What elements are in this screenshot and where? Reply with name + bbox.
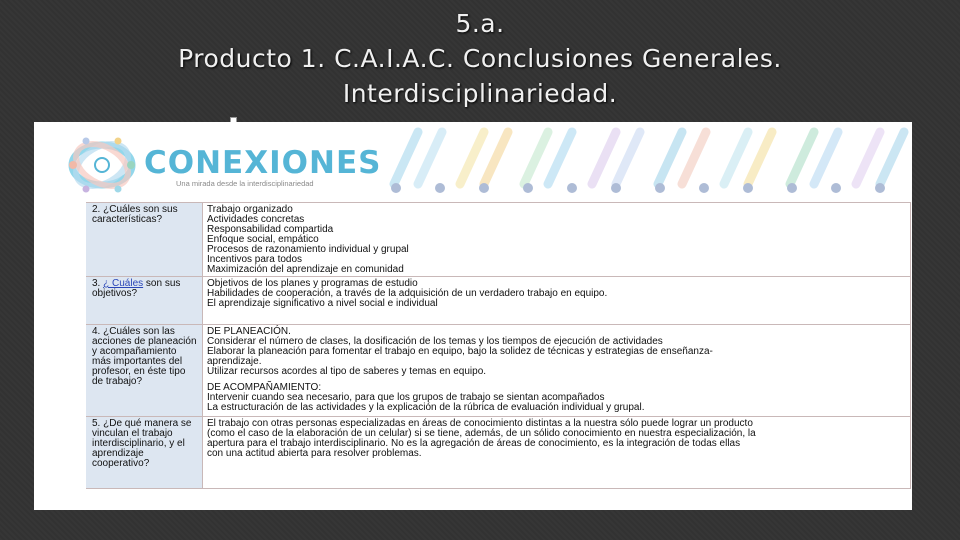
- answer-line: aprendizaje.: [207, 356, 262, 367]
- answer-line: Habilidades de cooperación, a través de la adquisición de un verdadero trabajo en equipo.: [207, 288, 608, 299]
- title-line-1: 5.a.: [455, 9, 505, 38]
- title-line-2: [0, 41, 960, 76]
- question-cell: [86, 277, 203, 325]
- question-cell: [86, 325, 203, 417]
- answer-cell: [203, 277, 911, 325]
- title-line-3: Interdisciplinariedad.: [342, 79, 618, 108]
- question-text: 4. ¿Cuáles son las acciones de planeación y acompañamiento más importantes del profesor, en éste tipo de trabajo?: [92, 326, 197, 387]
- table-row: [86, 417, 911, 489]
- answer-line: Responsabilidad compartida: [207, 224, 334, 235]
- answer-line: DE ACOMPAÑAMIENTO:: [207, 382, 322, 393]
- answer-line: Procesos de razonamiento individual y grupal: [207, 244, 409, 255]
- answer-line: Maximización del aprendizaje en comunidad: [207, 264, 404, 275]
- answer-cell: [203, 203, 911, 277]
- title-product-rest: C.A.I.A.C. Conclusiones Generales.: [325, 44, 782, 73]
- document-image: [34, 122, 912, 510]
- answer-line: con una actitud abierta para resolver problemas.: [207, 448, 422, 459]
- answer-line: Elaborar la planeación para fomentar el trabajo en equipo, bajo la solidez de técnicas y estrategias de enseñanza-: [207, 346, 713, 357]
- answer-line: (como el caso de la elaboración de un celular) si se tiene, además, de un sólido conocimiento en nuestra especialización, la: [207, 428, 756, 439]
- question-rest: son sus objetivos?: [92, 278, 181, 299]
- conclusions-table: [86, 202, 911, 489]
- question-cell: [86, 203, 203, 277]
- question-cell: [86, 417, 203, 489]
- question-text: 2. ¿Cuáles son sus características?: [92, 204, 178, 225]
- banner: [34, 122, 912, 202]
- conexiones-logo-icon: [62, 136, 142, 194]
- logo-tagline: Una mirada desde la interdisciplinariedad: [176, 179, 314, 188]
- answer-line: Enfoque social, empático: [207, 234, 319, 245]
- answer-line: Incentivos para todos: [207, 254, 303, 265]
- slide-title: [0, 6, 960, 111]
- decorative-stripes: [374, 122, 912, 202]
- answer-line: Utilizar recursos acordes al tipo de saberes y temas en equipo.: [207, 366, 487, 377]
- answer-line: El aprendizaje significativo a nivel social e individual: [207, 298, 438, 309]
- answer-line: Actividades concretas: [207, 214, 305, 225]
- answer-line: Intervenir cuando sea necesario, para que los grupos de trabajo se sientan acompañados: [207, 392, 605, 403]
- question-number: 3.: [92, 278, 104, 289]
- table-row: [86, 203, 911, 277]
- answer-line: Considerar el número de clases, la dosificación de los temas y los tiempos de ejecución de actividades: [207, 336, 663, 347]
- question-text: [90, 279, 198, 299]
- table-row: [86, 325, 911, 417]
- answer-line: Objetivos de los planes y programas de estudio: [207, 278, 418, 289]
- answer-line: Trabajo organizado: [207, 204, 293, 215]
- table-row: [86, 277, 911, 325]
- answer-line: La estructuración de las actividades y la explicación de la rúbrica de evaluación individual y grupal.: [207, 402, 645, 413]
- title-product: Producto 1.: [178, 44, 326, 73]
- answer-line: DE PLANEACIÓN.: [207, 326, 291, 337]
- question-link[interactable]: ¿ Cuáles: [103, 278, 144, 289]
- answer-cell: [203, 417, 911, 489]
- answer-line: apertura para el trabajo interdisciplinario. No es la agregación de áreas de conocimiento, es la integración de todas ellas: [207, 438, 741, 449]
- logo-wordmark: CONEXIONES: [144, 145, 382, 181]
- answer-cell: [203, 325, 911, 417]
- question-text: 5. ¿De qué manera se vinculan el trabajo interdisciplinario, y el aprendizaje cooperativo?: [92, 418, 192, 469]
- answer-line: El trabajo con otras personas especializadas en áreas de conocimiento distintas a la nuestra sólo puede lograr un producto: [207, 418, 753, 429]
